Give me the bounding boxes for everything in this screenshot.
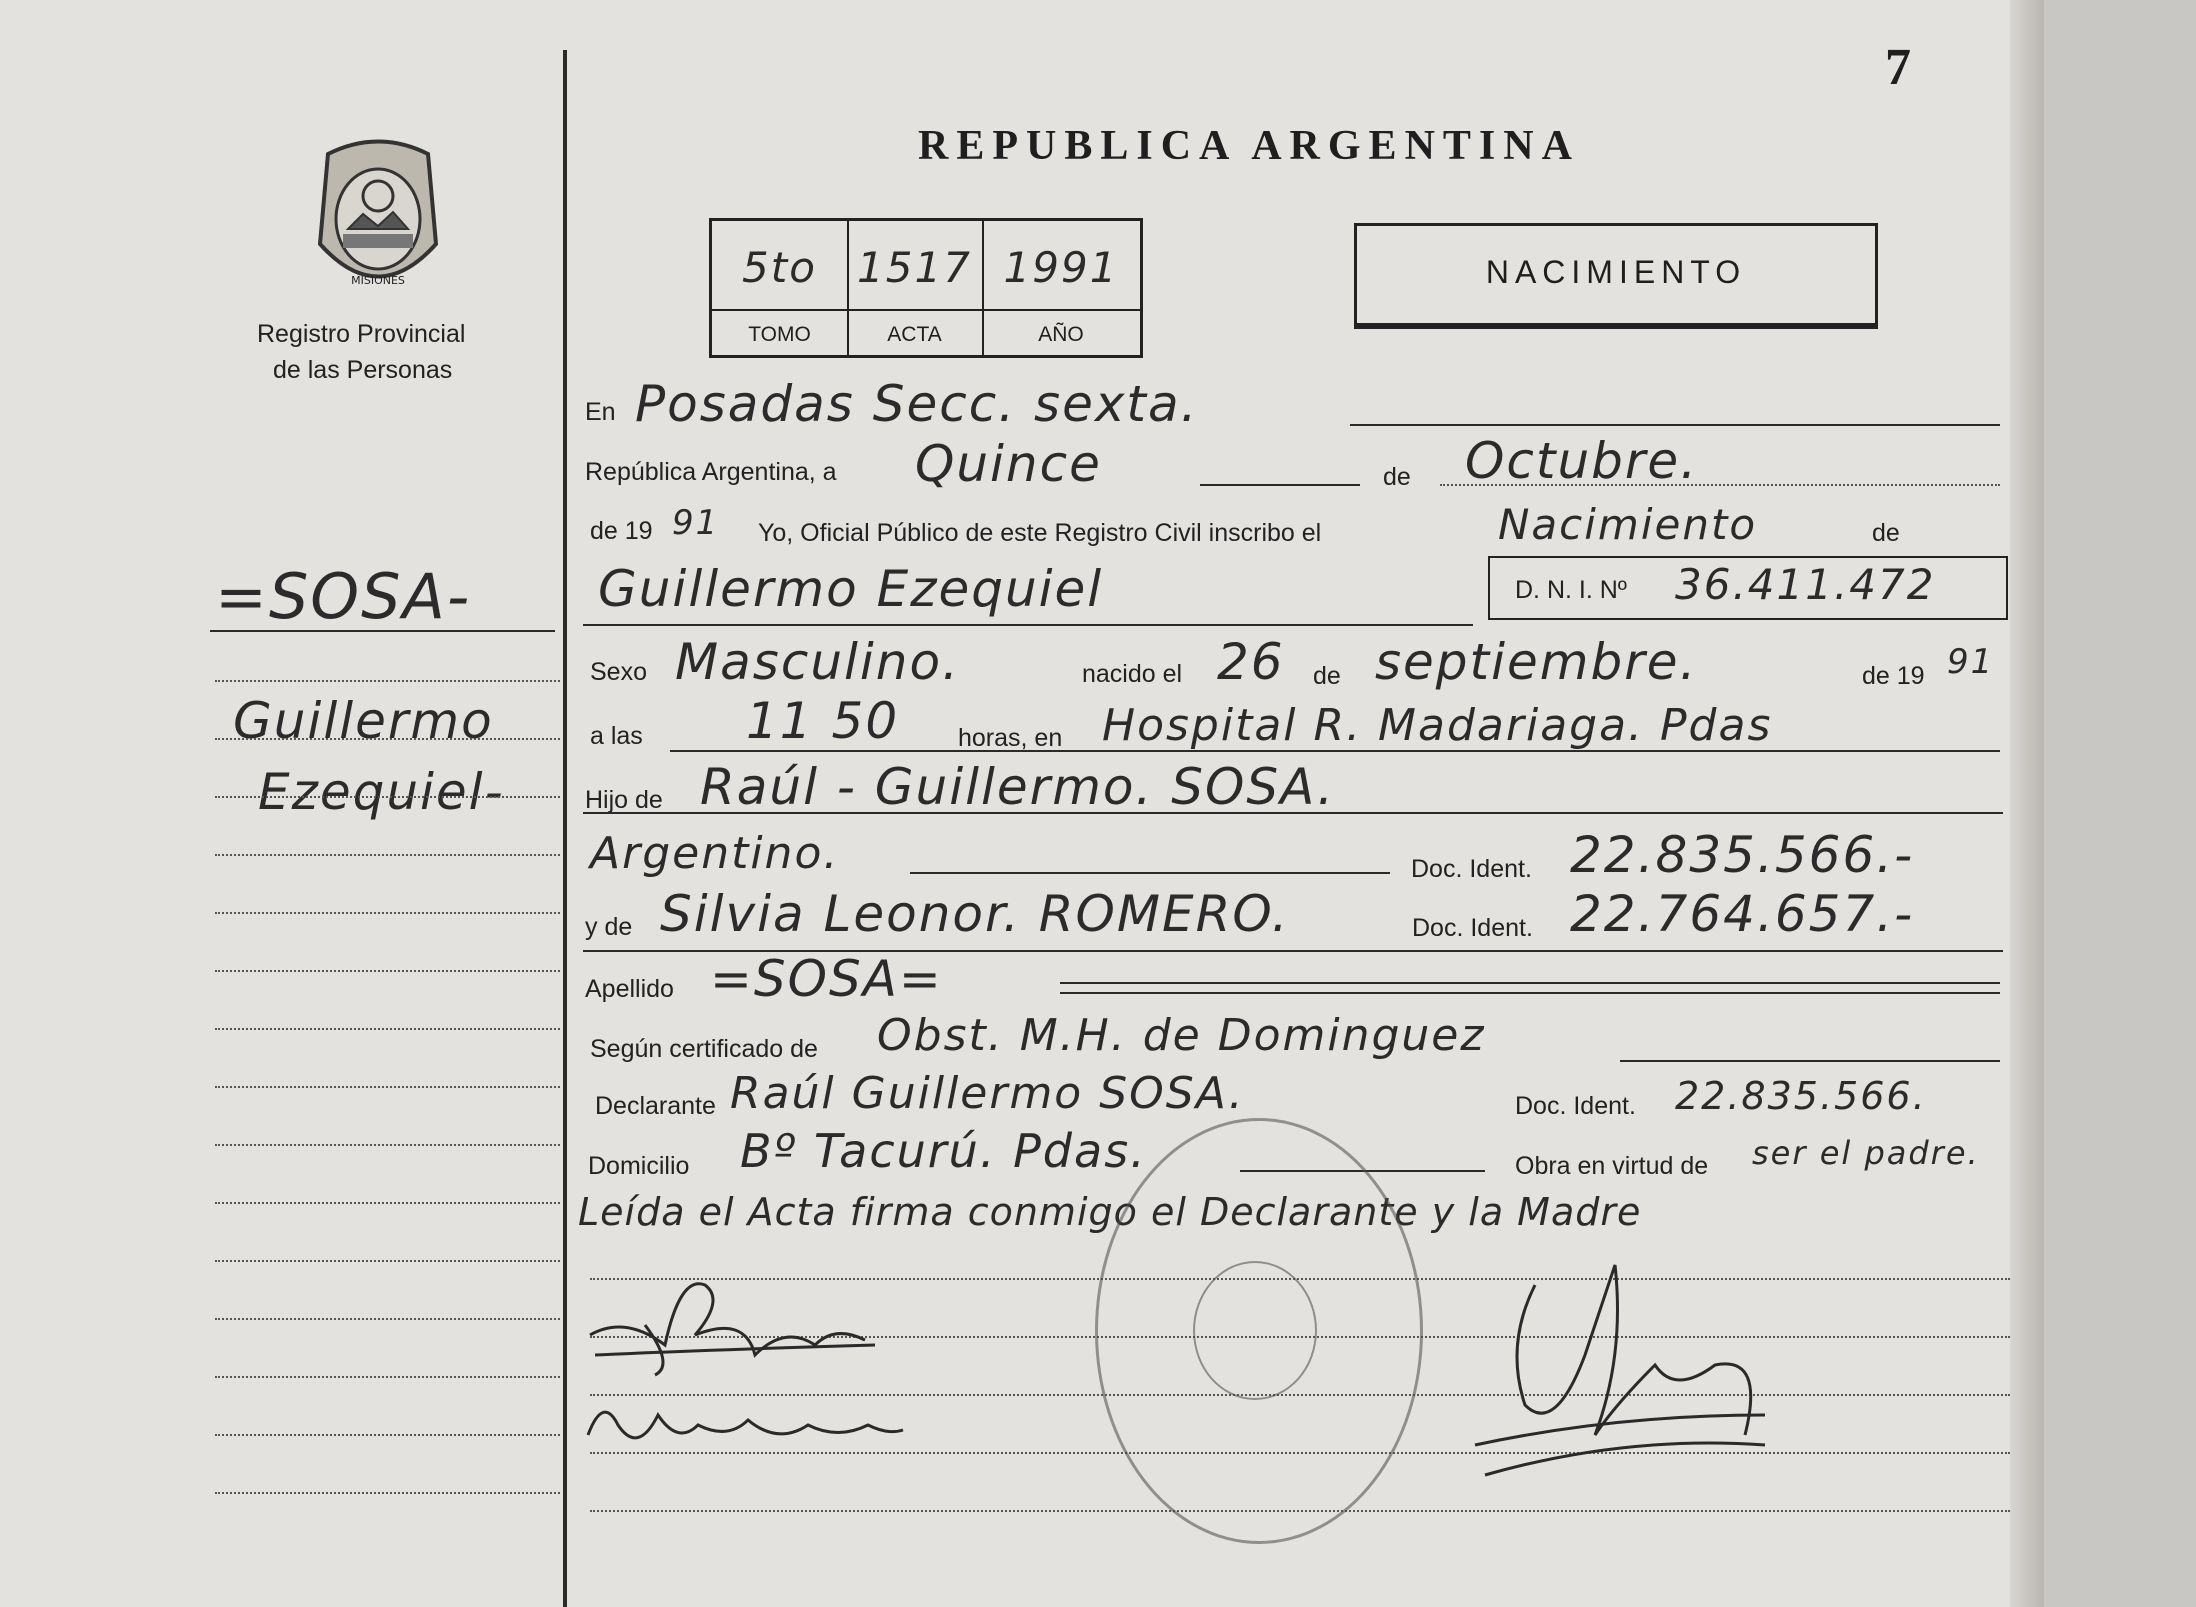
- margin-ruling: [215, 796, 560, 798]
- rule: [1200, 484, 1360, 486]
- field-mother-doc: 22.764.657.-: [1570, 885, 1915, 943]
- margin-rule: [210, 630, 555, 632]
- anio-label: AÑO: [1038, 323, 1084, 346]
- field-birth-year-suffix: 91: [1947, 642, 1995, 682]
- margin-given-2: Ezequiel-: [258, 763, 505, 821]
- rule: [1350, 424, 2000, 426]
- field-birth-day: 26: [1217, 633, 1285, 691]
- record-type-box: [1354, 223, 1878, 329]
- field-birth-month: septiembre.: [1375, 633, 1698, 691]
- field-declarant-doc: 22.835.566.: [1675, 1074, 1927, 1118]
- rule: [1060, 992, 2000, 994]
- field-address: Bº Tacurú. Pdas.: [740, 1124, 1147, 1178]
- rule: [1620, 1060, 2000, 1062]
- field-place: Posadas Secc. sexta.: [635, 375, 1199, 433]
- rule: [1060, 982, 2000, 984]
- page-edge: [2010, 0, 2044, 1607]
- label-declarante: Declarante: [595, 1092, 716, 1120]
- dots: [1440, 484, 2000, 486]
- svg-text:MISIONES: MISIONES: [351, 274, 405, 287]
- label-horas: horas, en: [958, 724, 1063, 752]
- field-father-doc: 22.835.566.-: [1570, 826, 1915, 884]
- label-apellido: Apellido: [585, 975, 674, 1003]
- margin-ruling: [215, 970, 560, 972]
- label-a-las: a las: [590, 722, 643, 750]
- field-day: Quince: [915, 435, 1102, 493]
- tomo-cell: [712, 221, 849, 355]
- label-yo: Yo, Oficial Público de este Registro Civil inscribo el: [758, 519, 1322, 547]
- label-de19b: de 19: [1862, 662, 1925, 690]
- rule: [583, 812, 2003, 814]
- field-father-nationality: Argentino.: [590, 828, 840, 879]
- column-divider: [563, 50, 567, 1607]
- label-obra: Obra en virtud de: [1515, 1152, 1709, 1180]
- label-doc1: Doc. Ident.: [1411, 855, 1532, 883]
- rule: [583, 624, 1473, 626]
- field-declarant: Raúl Guillermo SOSA.: [730, 1068, 1245, 1119]
- label-domicilio: Domicilio: [588, 1152, 690, 1180]
- label-hijo: Hijo de: [585, 786, 663, 814]
- margin-ruling: [215, 1144, 560, 1146]
- field-capacity: ser el padre.: [1752, 1134, 1980, 1172]
- margin-ruling: [215, 1318, 560, 1320]
- coat-of-arms-icon: [308, 134, 448, 294]
- margin-ruling: [215, 680, 560, 682]
- acta-cell: [847, 221, 984, 355]
- field-surname: =SOSA=: [710, 950, 943, 1008]
- margin-ruling: [215, 738, 560, 740]
- field-act-type: Nacimiento: [1498, 500, 1758, 549]
- margin-ruling: [215, 1028, 560, 1030]
- rule: [670, 750, 2000, 752]
- label-yde: y de: [585, 913, 633, 941]
- register-box: [709, 218, 1143, 358]
- margin-ruling: [215, 1202, 560, 1204]
- acta-label: ACTA: [887, 323, 942, 346]
- signature-father: [585, 1255, 885, 1395]
- label-de-end: de: [1872, 519, 1900, 547]
- label-segun: Según certificado de: [590, 1035, 818, 1063]
- official-seal: [1095, 1118, 1423, 1544]
- margin-ruling: [215, 912, 560, 914]
- label-sexo: Sexo: [590, 658, 647, 686]
- signature-official: [1465, 1235, 1785, 1525]
- label-en: En: [585, 398, 616, 426]
- field-month: Octubre.: [1465, 432, 1699, 490]
- margin-ruling: [215, 854, 560, 856]
- label-doc2: Doc. Ident.: [1412, 914, 1533, 942]
- dni-box: [1488, 556, 2008, 620]
- page-number: 7: [1885, 39, 1911, 96]
- margin-surname: =SOSA-: [215, 560, 472, 633]
- field-year-suffix: 91: [672, 503, 720, 543]
- signature-mother: [578, 1385, 908, 1465]
- margin-ruling: [215, 1376, 560, 1378]
- field-hour: 11 50: [746, 692, 900, 750]
- margin-ruling: [215, 1260, 560, 1262]
- rule: [910, 872, 1390, 874]
- field-father: Raúl - Guillermo. SOSA.: [700, 758, 1336, 816]
- anio-cell: [982, 221, 1140, 355]
- margin-given-1: Guillermo: [233, 692, 494, 750]
- field-certificate: Obst. M.H. de Dominguez: [877, 1010, 1486, 1061]
- anio-value: 1991: [1003, 243, 1119, 292]
- field-closing: Leída el Acta firma conmigo el Declarante y la Madre: [578, 1190, 1642, 1234]
- margin-ruling: [215, 1492, 560, 1494]
- label-de: de: [1383, 463, 1411, 491]
- registry-name-line1: Registro Provincial: [257, 320, 466, 348]
- label-dni: D. N. I. Nº: [1515, 576, 1627, 604]
- field-sex: Masculino.: [675, 633, 960, 691]
- tomo-label: TOMO: [748, 323, 811, 346]
- field-dni: 36.411.472: [1675, 560, 1936, 609]
- acta-value: 1517: [857, 243, 972, 292]
- registry-name-line2: de las Personas: [273, 356, 453, 384]
- margin-ruling: [215, 1086, 560, 1088]
- field-place-birth: Hospital R. Madariaga. Pdas: [1102, 700, 1773, 751]
- field-mother: Silvia Leonor. ROMERO.: [660, 885, 1290, 943]
- label-republica: República Argentina, a: [585, 458, 837, 486]
- field-name: Guillermo Ezequiel: [598, 560, 1104, 618]
- label-doc3: Doc. Ident.: [1515, 1092, 1636, 1120]
- tomo-value: 5to: [742, 243, 817, 292]
- label-nacido: nacido el: [1082, 660, 1183, 688]
- country-title: REPUBLICA ARGENTINA: [918, 123, 1580, 169]
- margin-ruling: [215, 1434, 560, 1436]
- record-type-label: NACIMIENTO: [1485, 254, 1747, 290]
- label-de19: de 19: [590, 517, 653, 545]
- label-de-month: de: [1313, 662, 1341, 690]
